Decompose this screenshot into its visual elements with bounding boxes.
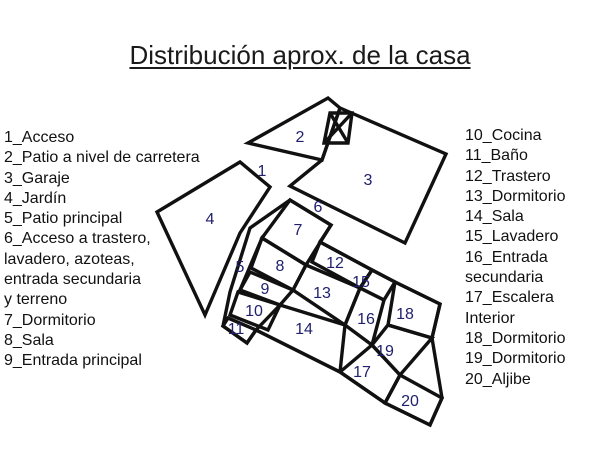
room-number-13: 13: [313, 285, 331, 303]
room-number-17: 17: [353, 364, 371, 382]
legend-item: 2_Patio a nivel de carretera: [4, 149, 200, 167]
legend-item: entrada secundaria: [4, 271, 141, 289]
room-number-20: 20: [401, 393, 419, 411]
legend-item: 15_Lavadero: [465, 228, 559, 246]
legend-item: 5_Patio principal: [4, 210, 123, 228]
room-number-8: 8: [275, 258, 285, 276]
legend-item: 4_Jardín: [4, 189, 67, 207]
room-number-5: 5: [235, 259, 245, 277]
legend-item: 12_Trastero: [465, 167, 551, 185]
legend-item: 18_Dormitorio: [465, 329, 566, 347]
legend-item: 1_Acceso: [4, 129, 75, 146]
room-number-12: 12: [326, 255, 344, 273]
room-number-4: 4: [205, 211, 215, 229]
room-number-1: 1: [257, 163, 267, 181]
room-number-7: 7: [293, 222, 303, 240]
legend-item: lavadero, azoteas,: [4, 250, 135, 268]
room-number-16: 16: [357, 311, 375, 329]
room-number-3: 3: [363, 172, 373, 190]
legend-item: 10_Cocina: [465, 127, 542, 144]
legend-item: 17_Escalera: [465, 289, 554, 307]
legend-item: 20_Aljibe: [465, 370, 531, 388]
room-outline-4: [157, 162, 270, 315]
legend-item: secundaria: [465, 269, 544, 287]
legend-item: Interior: [465, 309, 515, 327]
legend-item: 8_Sala: [4, 331, 54, 349]
room-number-11: 11: [227, 321, 245, 339]
room-number-6: 6: [313, 199, 323, 217]
room-number-18: 18: [396, 306, 414, 324]
legend-item: 3_Garaje: [4, 169, 70, 187]
legend-item: 11_Baño: [465, 147, 528, 165]
diagram-title: Distribución aprox. de la casa: [129, 40, 471, 70]
legend-item: 7_Dormitorio: [4, 311, 96, 329]
legend-item: 13_Dormitorio: [465, 187, 566, 205]
legend-item: 14_Sala: [465, 208, 524, 226]
room-number-2: 2: [295, 129, 305, 147]
room-number-10: 10: [245, 303, 263, 321]
room-number-15: 15: [352, 274, 370, 292]
legend-item: 19_Dormitorio: [465, 350, 566, 368]
room-number-14: 14: [295, 321, 313, 339]
legend-item: y terreno: [4, 291, 68, 309]
room-number-9: 9: [260, 281, 270, 299]
legend-item: 6_Acceso a trastero,: [4, 230, 151, 248]
legend-item: 16_Entrada: [465, 248, 548, 266]
legend-item: 9_Entrada principal: [4, 352, 142, 370]
room-number-19: 19: [376, 343, 394, 361]
